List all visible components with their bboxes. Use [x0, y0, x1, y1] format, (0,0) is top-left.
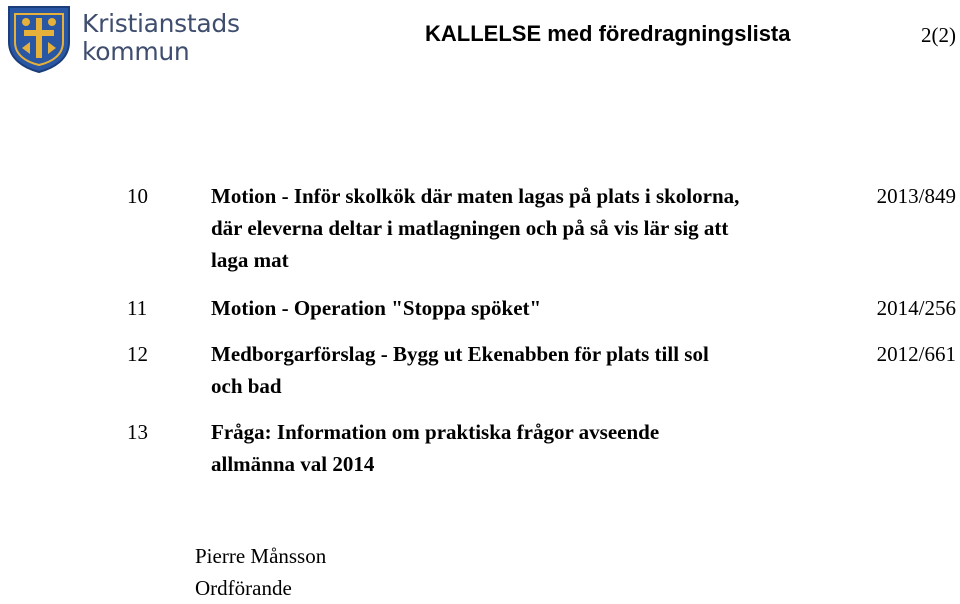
- item-title-line: allmänna val 2014: [211, 452, 375, 476]
- coat-of-arms-icon: [6, 4, 72, 74]
- item-number: 11: [127, 296, 148, 320]
- item-title: [211, 416, 841, 480]
- item-number: 13: [127, 420, 148, 444]
- item-title-line: Fråga: Information om praktiska frågor avseende: [211, 420, 660, 444]
- diary-number: 2012/661: [876, 342, 956, 366]
- item-title-line: Motion - Inför skolkök där maten lagas på plats i skolorna,: [211, 184, 740, 208]
- item-title: [211, 292, 841, 324]
- item-title: [211, 180, 841, 276]
- diary-number: 2014/256: [876, 296, 956, 320]
- document-title: KALLELSE med föredragningslista: [425, 21, 791, 46]
- item-title-line: där eleverna deltar i matlagningen och på så vis lär sig att: [211, 216, 729, 240]
- logo-text-line1: Kristianstads: [82, 9, 240, 38]
- item-title-line: laga mat: [211, 248, 289, 272]
- item-number: 10: [127, 184, 148, 208]
- item-title: [211, 338, 841, 402]
- item-title-line: och bad: [211, 374, 282, 398]
- item-title-line: Medborgarförslag - Bygg ut Ekenabben för plats till sol: [211, 342, 709, 366]
- page-number: 2(2): [921, 23, 956, 47]
- logo-text-line2: kommun: [82, 37, 190, 66]
- diary-number: 2013/849: [876, 184, 956, 208]
- signature-block: [195, 540, 326, 604]
- item-number: 12: [127, 342, 148, 366]
- signatory-role: Ordförande: [195, 576, 292, 600]
- municipality-logo: [6, 4, 246, 76]
- signatory-name: Pierre Månsson: [195, 544, 327, 568]
- item-title-line: Motion - Operation "Stoppa spöket": [211, 296, 542, 320]
